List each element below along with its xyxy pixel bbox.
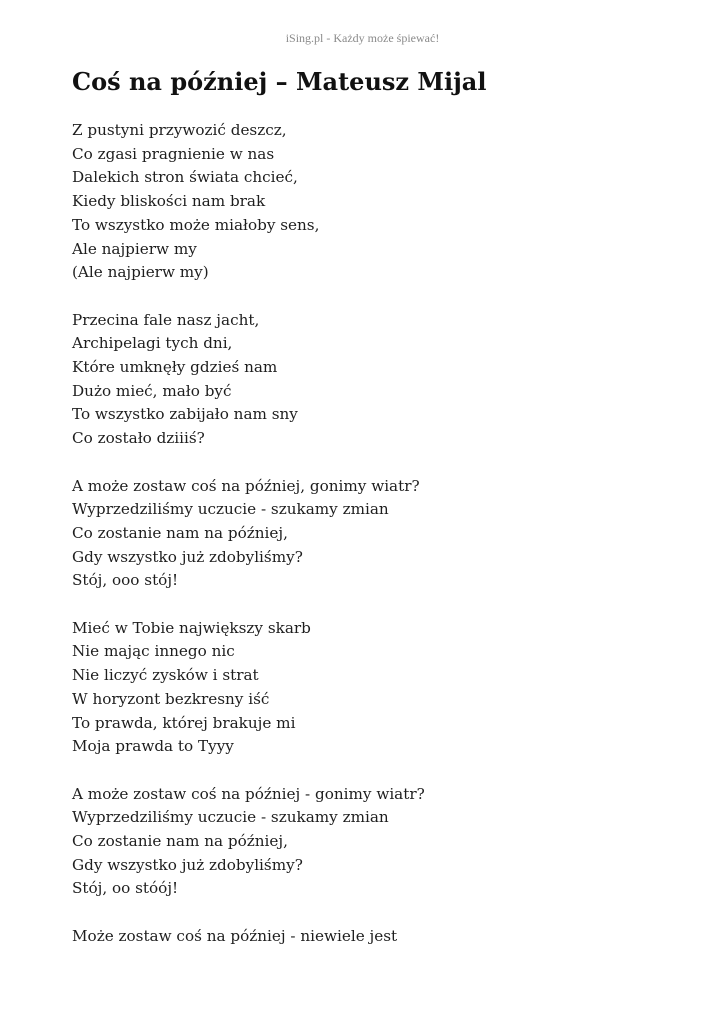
lyric-line: Przecina fale nasz jacht, <box>72 310 260 329</box>
lyric-line: Stój, ooo stój! <box>72 571 179 590</box>
lyric-line: Stój, oo stóój! <box>72 879 179 898</box>
stanza <box>72 617 692 759</box>
lyric-line: Nie mając innego nic <box>72 642 235 661</box>
lyric-line: Gdy wszystko już zdobyliśmy? <box>72 547 303 566</box>
lyric-line: Co zostanie nam na później, <box>72 832 288 851</box>
lyric-line: To wszystko zabijało nam sny <box>72 405 298 424</box>
lyric-line: Co zostanie nam na później, <box>72 523 288 542</box>
stanza <box>72 783 692 902</box>
lyric-line: Nie liczyć zysków i strat <box>72 666 259 685</box>
lyric-line: To wszystko może miałoby sens, <box>72 215 320 234</box>
lyric-line: Gdy wszystko już zdobyliśmy? <box>72 855 303 874</box>
lyric-line: Dalekich stron świata chcieć, <box>72 168 298 187</box>
lyric-line: Mieć w Tobie największy skarb <box>72 618 311 637</box>
lyric-line: Wyprzedziliśmy uczucie - szukamy zmian <box>72 808 389 827</box>
site-header: iSing.pl - Każdy może śpiewać! <box>285 31 440 45</box>
stanza <box>72 119 692 285</box>
lyric-line: (Ale najpierw my) <box>72 263 209 282</box>
lyric-line: Wyprzedziliśmy uczucie - szukamy zmian <box>72 500 389 519</box>
stanza <box>72 475 692 594</box>
lyric-line: Co zostało dziiiś? <box>72 429 205 448</box>
lyric-line: A może zostaw coś na później, gonimy wiatr? <box>72 476 420 495</box>
lyrics-body <box>72 119 692 972</box>
lyric-line: A może zostaw coś na później - gonimy wiatr? <box>72 784 425 803</box>
lyric-line: To prawda, której brakuje mi <box>72 713 296 732</box>
lyric-line: Moja prawda to Tyyy <box>72 737 234 756</box>
lyric-line: Kiedy bliskości nam brak <box>72 192 266 211</box>
lyric-line: Co zgasi pragnienie w nas <box>72 144 275 163</box>
stanza <box>72 309 692 451</box>
lyric-line: Z pustyni przywozić deszcz, <box>72 121 287 139</box>
song-title: Coś na później – Mateusz Mijal <box>72 67 487 96</box>
lyric-line: W horyzont bezkresny iść <box>72 689 270 708</box>
lyric-line: Które umknęły gdzieś nam <box>72 358 278 377</box>
lyric-line: Dużo mieć, mało być <box>72 381 232 400</box>
lyric-line: Ale najpierw my <box>72 239 197 258</box>
stanza <box>72 925 692 949</box>
lyric-line: Archipelagi tych dni, <box>72 334 233 353</box>
lyric-line: Może zostaw coś na później - niewiele jest <box>72 926 398 945</box>
